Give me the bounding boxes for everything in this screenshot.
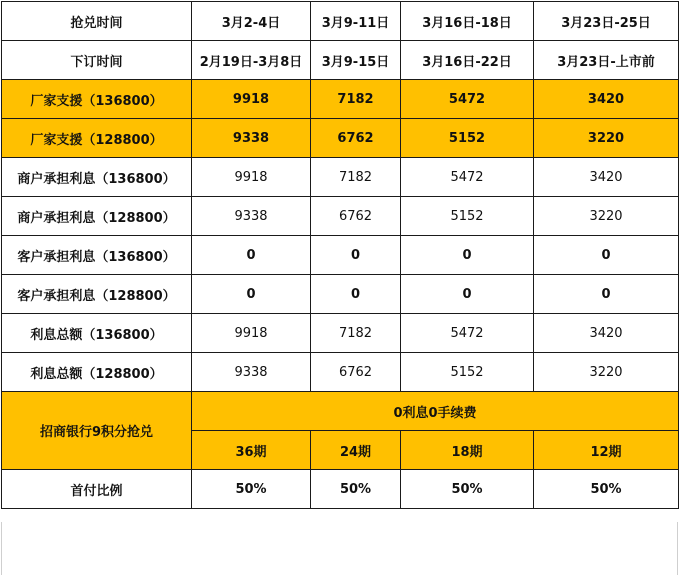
table-row: [2, 197, 679, 236]
header-cell: 3月16日-18日: [401, 2, 534, 41]
value-cell: 0: [534, 275, 679, 314]
promo-banner: 0利息0手续费: [192, 392, 679, 431]
row-label: 利息总额（136800）: [2, 314, 192, 353]
value-cell: 6762: [311, 197, 401, 236]
row-label: 厂家支援（136800）: [2, 80, 192, 119]
value-cell: 0: [534, 236, 679, 275]
table-row: [2, 236, 679, 275]
header-cell: 3月23日-上市前: [534, 41, 679, 80]
promo-label: 招商银行9积分抢兑: [2, 392, 192, 470]
header-cell: 2月19日-3月8日: [192, 41, 311, 80]
value-cell: 5472: [401, 158, 534, 197]
header-cell: 3月9-11日: [311, 2, 401, 41]
value-cell: 7182: [311, 158, 401, 197]
value-cell: 3220: [534, 353, 679, 392]
value-cell: 3220: [534, 119, 679, 158]
header-cell: 3月9-15日: [311, 41, 401, 80]
value-cell: 5472: [401, 80, 534, 119]
term-cell: 24期: [311, 431, 401, 470]
header-label: 下订时间: [2, 41, 192, 80]
value-cell: 50%: [401, 470, 534, 509]
value-cell: 0: [401, 236, 534, 275]
value-cell: 50%: [311, 470, 401, 509]
value-cell: 9918: [192, 314, 311, 353]
value-cell: 9918: [192, 158, 311, 197]
value-cell: 6762: [311, 119, 401, 158]
value-cell: 7182: [311, 80, 401, 119]
empty-area: [1, 522, 678, 575]
table-row: [2, 80, 679, 119]
header-cell: 3月2-4日: [192, 2, 311, 41]
table-row: [2, 353, 679, 392]
value-cell: 50%: [534, 470, 679, 509]
value-cell: 3420: [534, 158, 679, 197]
promo-banner-row: [2, 392, 679, 431]
value-cell: 5472: [401, 314, 534, 353]
value-cell: 9338: [192, 119, 311, 158]
header-cell: 3月16日-22日: [401, 41, 534, 80]
term-cell: 36期: [192, 431, 311, 470]
value-cell: 0: [311, 275, 401, 314]
value-cell: 50%: [192, 470, 311, 509]
row-label: 客户承担利息（136800）: [2, 236, 192, 275]
header-row-redeem-time: [2, 2, 679, 41]
row-label: 客户承担利息（128800）: [2, 275, 192, 314]
term-cell: 18期: [401, 431, 534, 470]
header-row-order-time: [2, 41, 679, 80]
value-cell: 0: [192, 236, 311, 275]
table-row: [2, 158, 679, 197]
table-row: [2, 275, 679, 314]
value-cell: 6762: [311, 353, 401, 392]
value-cell: 3420: [534, 314, 679, 353]
value-cell: 3220: [534, 197, 679, 236]
value-cell: 5152: [401, 353, 534, 392]
promotion-table: [1, 1, 679, 509]
row-label: 利息总额（128800）: [2, 353, 192, 392]
value-cell: 0: [311, 236, 401, 275]
value-cell: 7182: [311, 314, 401, 353]
down-payment-row: [2, 470, 679, 509]
value-cell: 9918: [192, 80, 311, 119]
value-cell: 5152: [401, 119, 534, 158]
row-label: 首付比例: [2, 470, 192, 509]
header-cell: 3月23日-25日: [534, 2, 679, 41]
value-cell: 9338: [192, 197, 311, 236]
value-cell: 9338: [192, 353, 311, 392]
value-cell: 0: [401, 275, 534, 314]
header-label: 抢兑时间: [2, 2, 192, 41]
table-row: [2, 119, 679, 158]
row-label: 商户承担利息（128800）: [2, 197, 192, 236]
value-cell: 5152: [401, 197, 534, 236]
term-cell: 12期: [534, 431, 679, 470]
value-cell: 0: [192, 275, 311, 314]
row-label: 商户承担利息（136800）: [2, 158, 192, 197]
row-label: 厂家支援（128800）: [2, 119, 192, 158]
table-row: [2, 314, 679, 353]
value-cell: 3420: [534, 80, 679, 119]
